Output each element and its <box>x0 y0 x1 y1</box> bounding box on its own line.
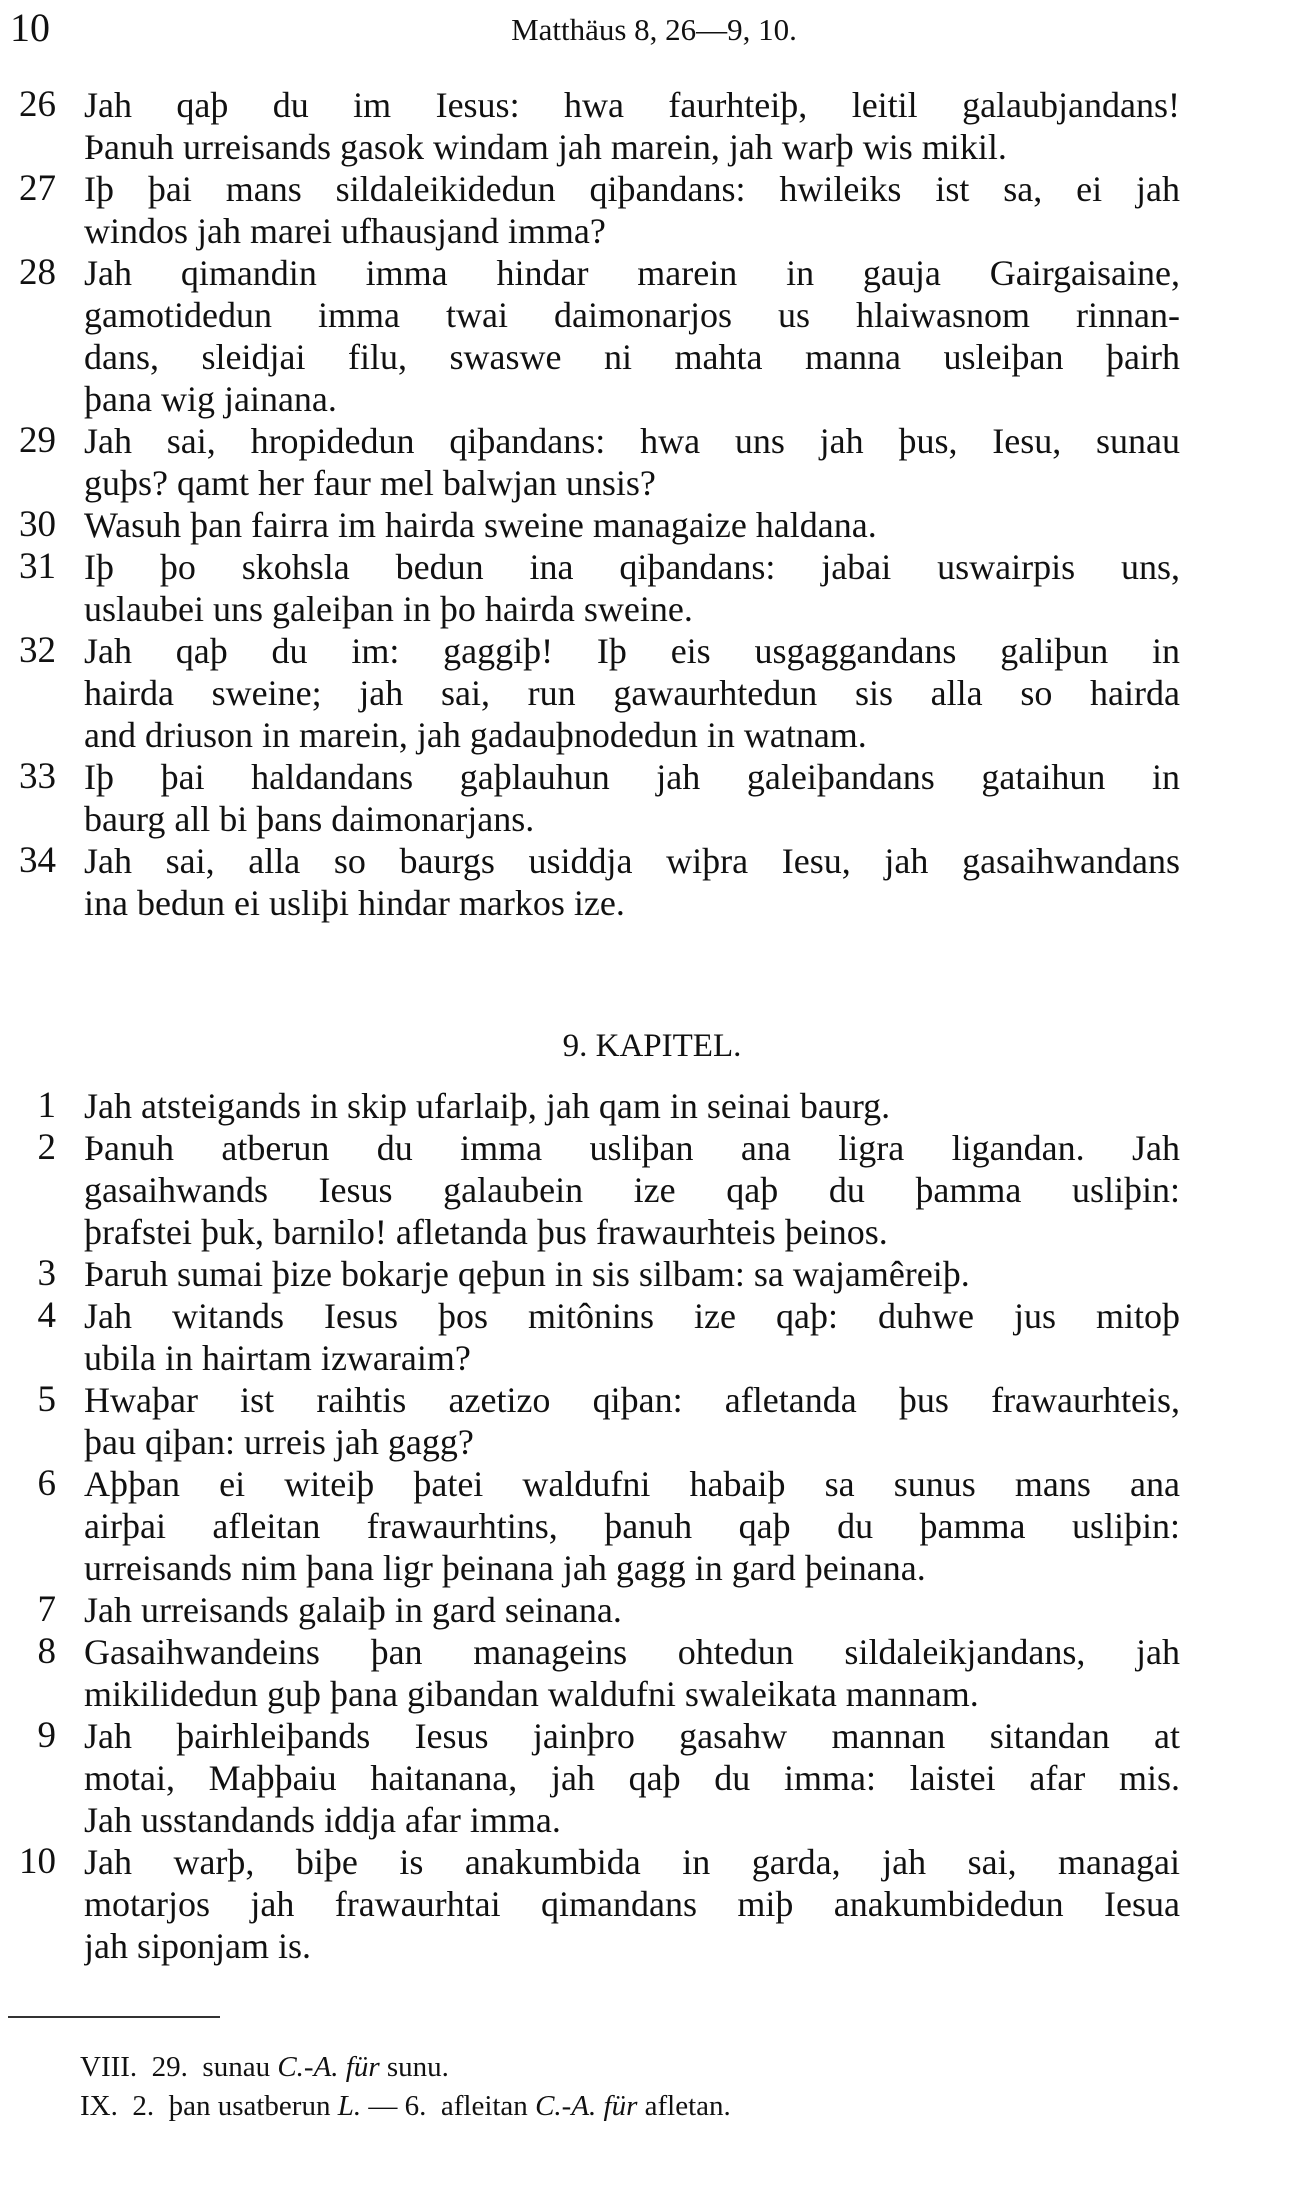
verse-line: baurg all bi þans daimonarjans. <box>84 799 535 839</box>
verse-number: 1 <box>37 1085 56 1126</box>
verse-number: 9 <box>37 1715 56 1756</box>
verse <box>0 1253 1190 1295</box>
verse-line: Jah atsteigands in skip ufarlaiþ, jah qam in seinai baurg. <box>84 1086 891 1126</box>
footnote <box>80 2048 449 2086</box>
verse-line: Iþ þai haldandans gaþlauhun jah galeiþandans gataihun in <box>84 757 1180 797</box>
verse-line: Jah usstandands iddja afar imma. <box>84 1800 561 1840</box>
verse-line: mikilidedun guþ þana gibandan waldufni swaleikata mannam. <box>84 1674 979 1714</box>
verse-line: þau qiþan: urreis jah gagg? <box>84 1422 474 1462</box>
footnote-text: sunu. <box>379 2051 449 2083</box>
verse-line: windos jah marei ufhausjand imma? <box>84 211 606 251</box>
footnote <box>80 2087 731 2125</box>
verse-line: gasaihwands Iesus galaubein ize qaþ du þamma usliþin: <box>84 1170 1180 1210</box>
verse <box>0 840 1190 924</box>
verse-number: 7 <box>37 1589 56 1630</box>
page-number: 10 <box>10 5 50 50</box>
verse <box>0 1379 1190 1463</box>
verse <box>0 630 1190 756</box>
verse <box>0 252 1190 420</box>
footnote-text <box>339 2051 346 2083</box>
verse-line: Wasuh þan fairra im hairda sweine managaize haldana. <box>84 505 877 545</box>
chapter-9-verses <box>0 1085 1190 1967</box>
verse-line: Jah witands Iesus þos mitônins ize qaþ: duhwe jus mitoþ <box>84 1296 1180 1336</box>
verse <box>0 1463 1190 1589</box>
verse-number: 31 <box>19 546 56 587</box>
verse-line: ina bedun ei usliþi hindar markos ize. <box>84 883 625 923</box>
verse <box>0 1841 1190 1967</box>
verse-line: Jah sai, alla so baurgs usiddja wiþra Iesu, jah gasaihwandans <box>84 841 1180 881</box>
verse-number: 2 <box>37 1127 56 1168</box>
verse-number: 29 <box>19 420 56 461</box>
footnote-text <box>596 2090 603 2122</box>
verse-number: 33 <box>19 756 56 797</box>
verse-number: 3 <box>37 1253 56 1294</box>
footnote-divider <box>8 2016 220 2018</box>
footnote-text: für <box>603 2090 638 2122</box>
verse <box>0 1085 1190 1127</box>
verse-number: 10 <box>19 1841 56 1882</box>
verse <box>0 84 1190 168</box>
footnote-text: IX. 2. þan usatberun <box>80 2090 338 2122</box>
verse <box>0 1295 1190 1379</box>
verse-line: Aþþan ei witeiþ þatei waldufni habaiþ sa sunus mans ana <box>84 1464 1180 1504</box>
verse-line: Jah qimandin imma hindar marein in gauja Gairgaisaine, <box>84 253 1180 293</box>
verse-line: Þanuh atberun du imma usliþan ana ligra ligandan. Jah <box>84 1128 1180 1168</box>
verse-line: Þaruh sumai þize bokarje qeþun in sis silbam: sa wajamêreiþ. <box>84 1254 970 1294</box>
verse-line: Jah þairhleiþands Iesus jainþro gasahw mannan sitandan at <box>84 1716 1180 1756</box>
verse <box>0 756 1190 840</box>
verse <box>0 168 1190 252</box>
footnote-text: L. <box>337 2090 362 2122</box>
verse-line: hairda sweine; jah sai, run gawaurhtedun sis alla so hairda <box>84 673 1180 713</box>
verse <box>0 1589 1190 1631</box>
footnote-text: — 6. afleitan <box>361 2090 536 2122</box>
verse-number: 30 <box>19 504 56 545</box>
footnote-text: für <box>345 2051 380 2083</box>
verse <box>0 1715 1190 1841</box>
verse-line: gamotidedun imma twai daimonarjos us hlaiwasnom rinnan- <box>84 295 1180 335</box>
verse <box>0 504 1190 546</box>
verse-line: Jah warþ, biþe is anakumbida in garda, jah sai, managai <box>84 1842 1180 1882</box>
running-title: Matthäus 8, 26—9, 10. <box>511 12 797 47</box>
chapter-heading: 9. KAPITEL. <box>562 1028 742 1064</box>
verse-line: Jah qaþ du im: gaggiþ! Iþ eis usgaggandans galiþun in <box>84 631 1180 671</box>
verse-line: þrafstei þuk, barnilo! afletanda þus frawaurhteis þeinos. <box>84 1212 888 1252</box>
verse-line: þana wig jainana. <box>84 379 337 419</box>
verse-line: Þanuh urreisands gasok windam jah marein, jah warþ wis mikil. <box>84 127 1007 167</box>
verse-number: 6 <box>37 1463 56 1504</box>
verse-line: and driuson in marein, jah gadauþnodedun in watnam. <box>84 715 867 755</box>
verse-line: motai, Maþþaiu haitanana, jah qaþ du imma: laistei afar mis. <box>84 1758 1180 1798</box>
verse <box>0 1127 1190 1253</box>
footnote-text: C.-A. <box>535 2090 597 2122</box>
verse-number: 34 <box>19 840 56 881</box>
verse-line: dans, sleidjai filu, swaswe ni mahta manna usleiþan þairh <box>84 337 1180 377</box>
verse-line: Gasaihwandeins þan manageins ohtedun sildaleikjandans, jah <box>84 1632 1180 1672</box>
verse-number: 26 <box>19 84 56 125</box>
verse-number: 8 <box>37 1631 56 1672</box>
verse <box>0 546 1190 630</box>
verse-line: Hwaþar ist raihtis azetizo qiþan: afletanda þus frawaurhteis, <box>84 1380 1180 1420</box>
verse-line: guþs? qamt her faur mel balwjan unsis? <box>84 463 656 503</box>
verse-number: 4 <box>37 1295 56 1336</box>
verse-line: ubila in hairtam izwaraim? <box>84 1338 471 1378</box>
verse-number: 27 <box>19 168 56 209</box>
footnote-text: afletan. <box>637 2090 731 2122</box>
footnote-text: VIII. 29. sunau <box>80 2051 278 2083</box>
chapter-8-verses <box>0 84 1190 924</box>
footnote-text: C.-A. <box>277 2051 339 2083</box>
verse <box>0 1631 1190 1715</box>
verse-line: airþai afleitan frawaurhtins, þanuh qaþ du þamma usliþin: <box>84 1506 1180 1546</box>
verse-line: Jah qaþ du im Iesus: hwa faurhteiþ, leitil galaubjandans! <box>84 85 1180 125</box>
verse-line: urreisands nim þana ligr þeinana jah gagg in gard þeinana. <box>84 1548 926 1588</box>
verse-number: 5 <box>37 1379 56 1420</box>
verse-line: Iþ þai mans sildaleikidedun qiþandans: hwileiks ist sa, ei jah <box>84 169 1180 209</box>
verse-number: 28 <box>19 252 56 293</box>
verse-line: uslaubei uns galeiþan in þo hairda sweine. <box>84 589 693 629</box>
verse-number: 32 <box>19 630 56 671</box>
verse-line: Iþ þo skohsla bedun ina qiþandans: jabai uswairpis uns, <box>84 547 1180 587</box>
verse-line: motarjos jah frawaurhtai qimandans miþ anakumbidedun Iesua <box>84 1884 1180 1924</box>
verse-line: Jah sai, hropidedun qiþandans: hwa uns jah þus, Iesu, sunau <box>84 421 1180 461</box>
verse <box>0 420 1190 504</box>
verse-line: jah siponjam is. <box>84 1926 311 1966</box>
verse-line: Jah urreisands galaiþ in gard seinana. <box>84 1590 622 1630</box>
